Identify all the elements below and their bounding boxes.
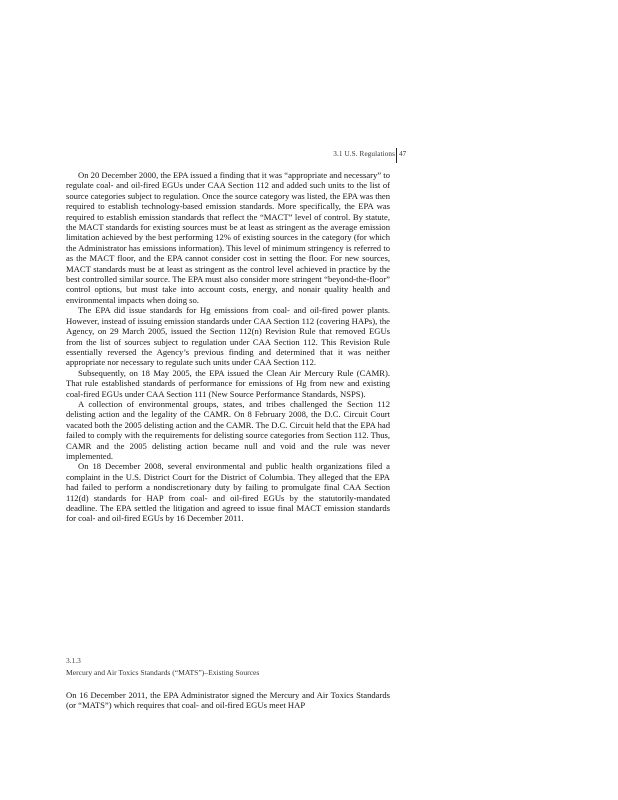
section-title: Mercury and Air Toxics Standards (“MATS”)–Existing Sources	[66, 668, 260, 677]
paragraph-4: A collection of environmental groups, states, and tribes challenged the Section 112 delisting action and the legality of the CAMR. On 8 February 2008, the D.C. Circuit Court vacated both the 2005 delisting action and the CAMR. The D.C. Circuit held that the EPA had failed to comply with the requirements for delisting source categories from Section 112. Thus, CAMR and the 2005 delisting action became null and void and the rule was never implemented.	[66, 398, 390, 461]
paragraph-2: The EPA did issue standards for Hg emissions from coal- and oil-fired power plants. However, instead of issuing emission standards under CAA Section 112 (covering HAPs), the Agency, on 29 March 2005, issued the Section 112(n) Revision Rule that removed EGUs from the list of sources subject to regulation under CAA Section 112. This Revision Rule essentially reversed the Agency’s previous finding and determined that it was neither appropriate nor necessary to regulate such units under CAA Section 112.	[66, 305, 390, 368]
section-paragraph: On 16 December 2011, the EPA Administrator signed the Mercury and Air Toxics Standards (or “MATS”) which requires that coal- and oil-fired EGUs meet HAP	[66, 690, 390, 711]
body-text	[66, 170, 390, 524]
paragraph-1: On 20 December 2000, the EPA issued a finding that it was “appropriate and necessary” to regulate coal- and oil-fired EGUs under CAA Section 112 and added such units to the list of source categories subject to regulation. Once the source category was listed, the EPA was then required to establish technology-based emission standards. More specifically, the EPA was required to establish emission standards that reflect the “MACT” level of control. By statute, the MACT standards for existing sources must be at least as stringent as the average emission limitation achieved by the best performing 12% of existing sources in the category (for which the Administrator has emissions information). This level of minimum stringency is referred to as the MACT floor, and the EPA cannot consider cost in setting the floor. For new sources, MACT standards must be at least as stringent as the control level achieved in practice by the best controlled similar source. The EPA must also consider more stringent “beyond-the-floor” control options, but must take into account costs, energy, and nonair quality health and environmental impacts when doing so.	[66, 170, 390, 305]
running-head: 3.1 U.S. Regulations	[333, 150, 395, 158]
paragraph-3: Subsequently, on 18 May 2005, the EPA issued the Clean Air Mercury Rule (CAMR). That rule established standards of performance for emissions of Hg from new and existing coal-fired EGUs under CAA Section 111 (New Source Performance Standards, NSPS).	[66, 367, 390, 399]
section-number: 3.1.3	[66, 656, 81, 665]
page-number: 47	[399, 150, 407, 158]
page-header	[66, 148, 411, 164]
section-body	[66, 690, 390, 711]
paragraph-5: On 18 December 2008, several environmental and public health organizations filed a complaint in the U.S. District Court for the District of Columbia. They alleged that the EPA had failed to perform a nondiscretionary duty by failing to promulgate final CAA Section 112(d) standards for HAP from coal- and oil-fired EGUs by the statutorily-mandated deadline. The EPA settled the litigation and agreed to issue final MACT emission standards for coal- and oil-fired EGUs by 16 December 2011.	[66, 461, 390, 524]
header-rule	[396, 148, 397, 163]
